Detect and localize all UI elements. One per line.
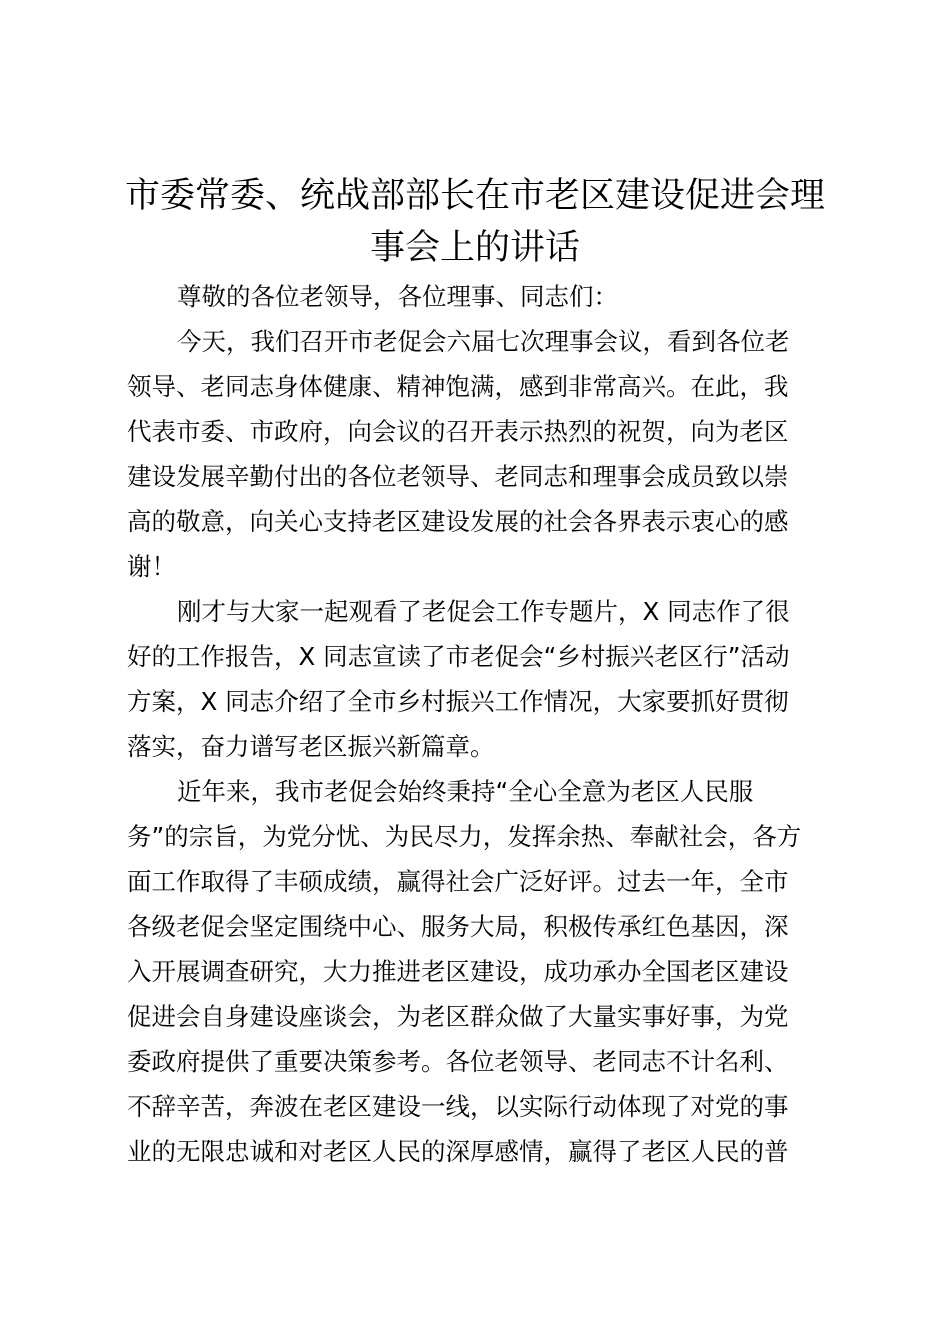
- text-line: 入开展调查研究，大力推进老区建设，成功承办全国老区建设: [127, 957, 789, 986]
- text-line: 代表市委、市政府，向会议的召开表示热烈的祝贺，向为老区: [127, 417, 789, 446]
- text-line: 近年来，我市老促会始终秉持“全心全意为老区人民服: [177, 777, 754, 806]
- text-line: 高的敬意，向关心支持老区建设发展的社会各界表示衷心的感: [127, 507, 789, 536]
- paragraph-salutation: [127, 274, 827, 319]
- text-line: 尊敬的各位老领导，各位理事、同志们：: [177, 282, 618, 311]
- text-line: 建设发展辛勤付出的各位老领导、老同志和理事会成员致以崇: [127, 462, 789, 491]
- text-line: 务”的宗旨，为党分忧、为民尽力，发挥余热、奉献社会，各方: [127, 822, 802, 851]
- text-line: 不辞辛苦，奔波在老区建设一线，以实际行动体现了对党的事: [127, 1092, 789, 1121]
- title-line: 事会上的讲话: [369, 228, 580, 268]
- paragraph-opening: [127, 319, 827, 589]
- text-line: 今天，我们召开市老促会六届七次理事会议，看到各位老: [177, 327, 790, 356]
- text-line: 方案，X 同志介绍了全市乡村振兴工作情况，大家要抓好贯彻: [127, 687, 789, 716]
- title-line: 市委常委、统战部部长在市老区建设促进会理: [124, 176, 825, 216]
- document-title: [100, 170, 850, 274]
- text-line: 好的工作报告，X 同志宣读了市老促会“乡村振兴老区行”活动: [127, 642, 790, 671]
- text-line: 业的无限忠诚和对老区人民的深厚感情，赢得了老区人民的普: [127, 1137, 789, 1166]
- paragraph-achievements: [127, 769, 827, 1174]
- text-line: 刚才与大家一起观看了老促会工作专题片，X 同志作了很: [177, 597, 790, 626]
- text-line: 面工作取得了丰硕成绩，赢得社会广泛好评。过去一年，全市: [127, 867, 789, 896]
- text-line: 委政府提供了重要决策参考。各位老领导、老同志不计名利、: [127, 1047, 789, 1076]
- text-line: 促进会自身建设座谈会，为老区群众做了大量实事好事，为党: [127, 1002, 789, 1031]
- text-line: 谢！: [127, 552, 176, 581]
- text-line: 领导、老同志身体健康、精神饱满，感到非常高兴。在此，我: [127, 372, 789, 401]
- document-body: [127, 274, 827, 1174]
- paragraph-review: [127, 589, 827, 769]
- text-line: 各级老促会坚定围绕中心、服务大局，积极传承红色基因，深: [127, 912, 789, 941]
- text-line: 落实，奋力谱写老区振兴新篇章。: [127, 732, 495, 761]
